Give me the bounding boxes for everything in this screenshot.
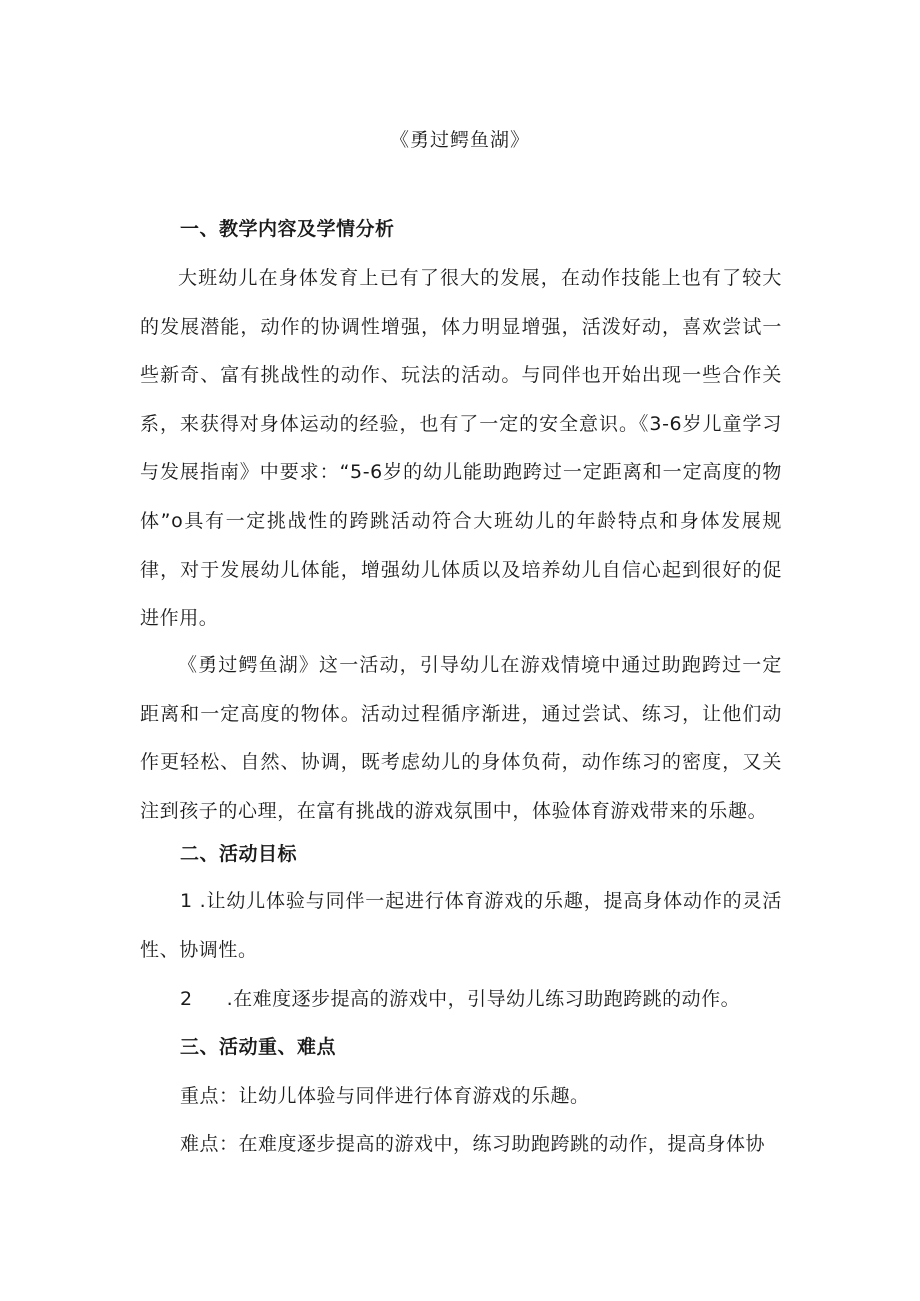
section-heading-goals: 二、活动目标 xyxy=(180,843,298,865)
difficulty-line: 难点：在难度逐步提高的游戏中，练习助跑跨跳的动作，提高身体协 xyxy=(180,1133,766,1155)
paragraph-analysis-1: 大班幼儿在身体发育上已有了很大的发展，在动作技能上也有了较大的发展潜能，动作的协调性增强，体力明显增强，活泼好动，喜欢尝试一些新奇、富有挑战性的动作、玩法的活动。与同伴也开始出现一些合作关系，来获得对身体运动的经验，也有了一定的安全意识。《3-6岁儿童学习与发展指南》中要求：“5-6岁的幼儿能助跑跨过一定距离和一定高度的物体”o具有一定挑战性的跨跳活动符合大班幼儿的年龄特点和身体发展规律，对于发展幼儿体能，增强幼儿体质以及培养幼儿自信心起到很好的促进作用。 xyxy=(140,267,782,630)
goal-item-2-text: .在难度逐步提高的游戏中，引导幼儿练习助跑跨跳的动作。 xyxy=(226,988,741,1010)
goal-item-1: 1 .让幼儿体验与同伴一起进行体育游戏的乐趣，提高身体动作的灵活性、协调性。 xyxy=(140,890,782,961)
section-heading-key-points: 三、活动重、难点 xyxy=(180,1036,337,1058)
key-point-line: 重点：让幼儿体验与同伴进行体育游戏的乐趣。 xyxy=(180,1085,590,1107)
goal-item-2-number: 2 xyxy=(180,988,193,1010)
paragraph-analysis-2: 《勇过鳄鱼湖》这一活动，引导幼儿在游戏情境中通过助跑跨过一定距离和一定高度的物体。活动过程循序渐进，通过尝试、练习，让他们动作更轻松、自然、协调，既考虑幼儿的身体负荷，动作练习的密度，又关注到孩子的心理，在富有挑战的游戏氛围中，体验体育游戏带来的乐趣。 xyxy=(140,654,782,822)
goal-item-2 xyxy=(180,985,740,1013)
document-title: 《勇过鳄鱼湖》 xyxy=(389,129,530,151)
section-heading-analysis: 一、教学内容及学情分析 xyxy=(180,218,395,240)
